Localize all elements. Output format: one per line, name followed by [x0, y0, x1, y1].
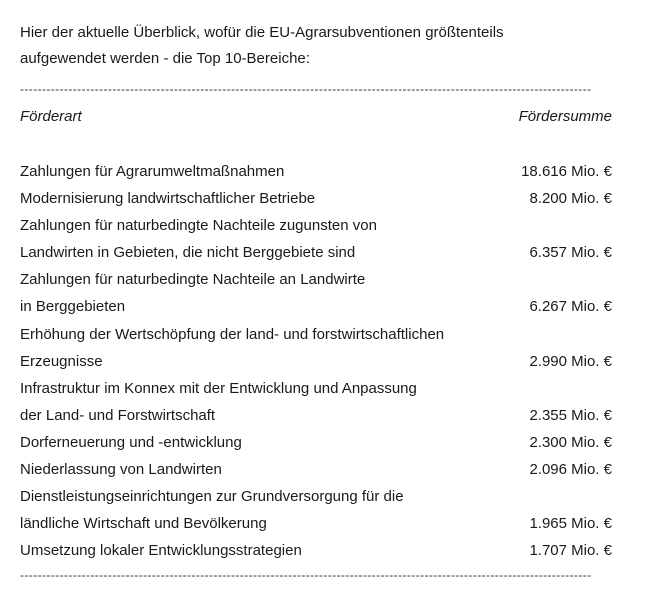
column-header-amount: Fördersumme — [518, 108, 612, 125]
table-row-line — [20, 537, 612, 564]
funding-category: Erhöhung der Wertschöpfung der land- und forstwirtschaftlichen — [20, 325, 445, 343]
table-row-line — [20, 402, 612, 429]
intro-paragraph — [20, 20, 632, 72]
funding-category: Zahlungen für naturbedingte Nachteile zugunsten von — [20, 217, 377, 235]
funding-amount: 2.300 Mio. € — [529, 433, 612, 451]
table-row-line — [20, 321, 612, 348]
table-row-line — [20, 429, 612, 456]
separator-top: ---------------------------------------------------------------------------------------------------------------------------------- — [20, 84, 592, 94]
intro-line: Hier der aktuelle Überblick, wofür die EU-Agrarsubventionen größtenteils — [20, 24, 504, 41]
funding-amount: 6.357 Mio. € — [529, 244, 612, 262]
table-row-line — [20, 483, 612, 510]
funding-category: der Land- und Forstwirtschaft — [20, 406, 216, 424]
funding-amount: 2.096 Mio. € — [529, 461, 612, 479]
column-header-category: Förderart — [20, 108, 82, 125]
table-row-line — [20, 266, 612, 293]
funding-category: Niederlassung von Landwirten — [20, 461, 222, 479]
table-row-line — [20, 456, 612, 483]
table-row-line — [20, 510, 612, 537]
table-row-line — [20, 348, 612, 375]
funding-amount: 2.355 Mio. € — [529, 406, 612, 424]
funding-category: Zahlungen für Agrarumweltmaßnahmen — [20, 163, 285, 180]
table-row-line — [20, 239, 612, 266]
funding-amount: 6.267 Mio. € — [529, 298, 612, 316]
separator-bottom: ---------------------------------------------------------------------------------------------------------------------------------- — [20, 570, 592, 580]
table-row-line — [20, 375, 612, 402]
funding-category: Landwirten in Gebieten, die nicht Berggebiete sind — [20, 244, 356, 262]
funding-category: Dorferneuerung und -entwicklung — [20, 433, 242, 451]
table-row-line — [20, 185, 612, 212]
funding-category: Erzeugnisse — [20, 352, 103, 370]
table-row-line — [20, 293, 612, 320]
funding-category: Zahlungen für naturbedingte Nachteile an Landwirte — [20, 271, 366, 289]
funding-amount: 18.616 Mio. € — [521, 163, 612, 180]
funding-table — [20, 158, 612, 564]
table-row-line — [20, 212, 612, 239]
funding-category: Dienstleistungseinrichtungen zur Grundversorgung für die — [20, 488, 404, 506]
funding-amount: 2.990 Mio. € — [529, 352, 612, 370]
funding-amount: 8.200 Mio. € — [529, 190, 612, 208]
funding-amount: 1.707 Mio. € — [529, 542, 612, 560]
funding-category: ländliche Wirtschaft und Bevölkerung — [20, 515, 267, 533]
funding-category: Infrastruktur im Konnex mit der Entwicklung und Anpassung — [20, 379, 417, 397]
funding-category: Umsetzung lokaler Entwicklungsstrategien — [20, 542, 302, 560]
table-row-line — [20, 158, 612, 185]
funding-category: in Berggebieten — [20, 298, 126, 316]
funding-amount: 1.965 Mio. € — [529, 515, 612, 533]
intro-line: aufgewendet werden - die Top 10-Bereiche: — [20, 50, 310, 67]
funding-category: Modernisierung landwirtschaftlicher Betriebe — [20, 190, 316, 208]
